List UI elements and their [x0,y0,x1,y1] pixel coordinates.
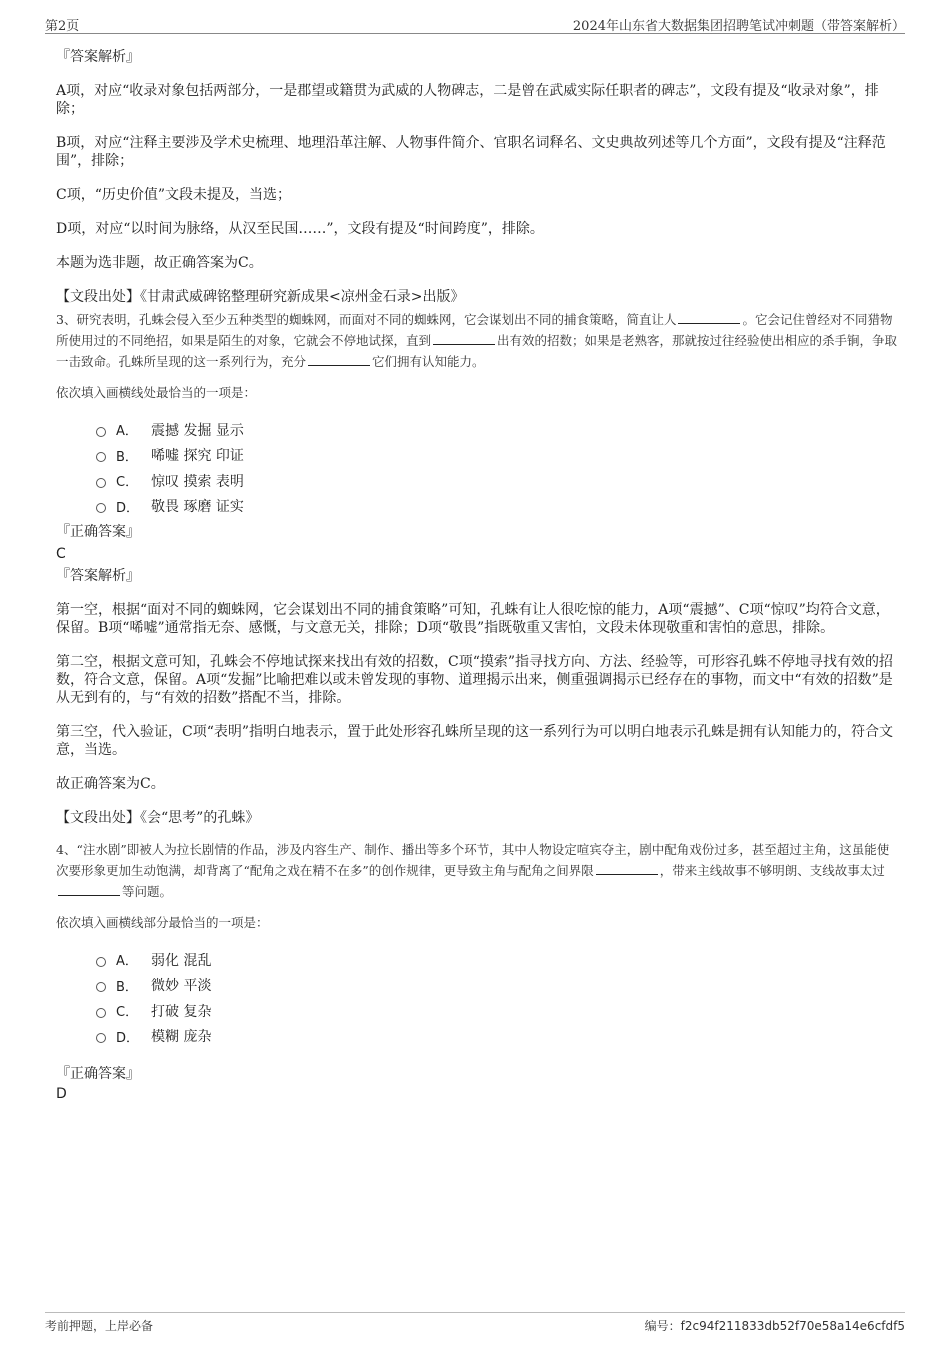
q3-blank-2 [433,332,495,345]
document-code: 编号：f2c94f211833db52f70e58a14e6cfdf5 [644,1319,905,1333]
q4-stem-text: 等问题。 [122,884,173,899]
q3-option-a[interactable] [96,417,898,443]
option-letter: A． [116,424,138,440]
q3-instruction: 依次填入画横线处最恰当的一项是： [56,385,257,400]
radio-icon[interactable] [96,1033,106,1043]
q3-answer: C [56,546,66,562]
q3-analysis-label: 『答案解析』 [56,568,140,584]
option-letter: C． [116,1005,139,1021]
option-letter: D． [116,500,140,516]
q4-stem-text: 4、“注水剧”即被人为拉长剧情的作品，涉及内容生产、制作、播出等多个环节，其中人物设定喧宾夺主，剧中配角戏份过多，甚至超过主角，这虽能使次要形象更加生动饱满，却背离了“配角之戏在精不在多”的创作规律，更导致主角与配角之间界限 [56,842,890,878]
option-text: 敬畏 琢磨 证实 [151,499,244,516]
radio-icon[interactable] [96,452,106,462]
q4-blank-1 [596,862,658,875]
option-text: 唏嘘 探究 印证 [151,448,244,465]
option-letter: B． [116,449,138,465]
option-text: 打破 复杂 [151,1003,212,1020]
q2-analysis-paragraph: A项，对应“收录对象包括两部分，一是郡望或籍贯为武威的人物碑志，二是曾在武威实际任职者的碑志”，文段有提及“收录对象”，排除； [56,83,879,117]
option-letter: C． [116,475,139,491]
q4-option-a[interactable] [96,947,898,973]
option-letter: B． [116,979,138,995]
q2-source: 【文段出处】《甘肃武威碑铭整理研究新成果<凉州金石录>出版》 [56,289,465,305]
q4-stem [56,839,898,902]
option-text: 弱化 混乱 [151,952,212,969]
radio-icon[interactable] [96,427,106,437]
radio-icon[interactable] [96,503,106,513]
q3-option-d[interactable] [96,494,898,520]
page-footer [45,1312,905,1333]
option-text: 惊叹 摸索 表明 [151,473,244,490]
q3-blank-3 [308,353,370,366]
q2-analysis-paragraph: B项，对应“注释主要涉及学术史梳理、地理沿革注解、人物事件简介、官职名词释名、文史典故列述等几个方面”，文段有提及“注释范围”，排除； [56,135,886,169]
page-number: 第2页 [45,19,80,34]
radio-icon[interactable] [96,982,106,992]
q3-analysis-paragraph: 第三空，代入验证，C项“表明”指明白地表示，置于此处形容孔蛛所呈现的这一系列行为可以明白地表示孔蛛是拥有认知能力的，符合文意，当选。 [56,724,894,758]
q4-option-c[interactable] [96,998,898,1024]
q3-analysis-paragraph: 第一空，根据“面对不同的蜘蛛网，它会谋划出不同的捕食策略”可知，孔蛛有让人很吃惊的能力，A项“震撼”、C项“惊叹”均符合文意，保留。B项“唏嘘”通常指无奈、感慨，与文意无关，排除；D项“敬畏”指既敬重又害怕，文段未体现敬重和害怕的意思，排除。 [56,602,890,636]
q4-option-b[interactable] [96,973,898,999]
q3-blank-1 [678,311,740,324]
q3-source: 【文段出处】《会“思考”的孔蛛》 [56,810,260,826]
q2-analysis-label: 『答案解析』 [56,49,140,65]
q3-stem-text: 。它会记住曾经对不同猎物所使用过的不同绝招，如果是陌生的对象，它就会不停地试探，直到 [56,312,893,348]
option-letter: D． [116,1030,140,1046]
q4-stem-text: ，带来主线故事不够明朗、支线故事太过 [659,863,885,878]
q4-blank-2 [58,883,120,896]
q4-answer-label: 『正确答案』 [56,1066,140,1082]
q4-options [96,947,898,1049]
q3-answer-label: 『正确答案』 [56,524,140,540]
radio-icon[interactable] [96,478,106,488]
option-text: 模糊 庞杂 [151,1029,212,1046]
q3-stem [56,309,898,372]
radio-icon[interactable] [96,957,106,967]
q3-analysis-paragraph: 故正确答案为C。 [56,776,165,792]
q3-stem-text: 3、研究表明，孔蛛会侵入至少五种类型的蜘蛛网，而面对不同的蜘蛛网，它会谋划出不同的捕食策略，简直让人 [56,312,677,327]
q3-stem-text: 它们拥有认知能力。 [372,354,485,369]
q3-option-c[interactable] [96,468,898,494]
q2-analysis-paragraph: C项，“历史价值”文段未提及，当选； [56,187,292,203]
option-text: 微妙 平淡 [151,978,212,995]
q2-analysis-paragraph: 本题为选非题，故正确答案为C。 [56,255,263,271]
q2-analysis-paragraph: D项，对应“以时间为脉络，从汉至民国……”，文段有提及“时间跨度”，排除。 [56,221,544,237]
q4-instruction: 依次填入画横线部分最恰当的一项是： [56,915,269,930]
option-text: 震撼 发掘 显示 [151,422,244,439]
option-letter: A． [116,954,138,970]
q4-answer: D [56,1086,67,1102]
q3-option-b[interactable] [96,443,898,469]
radio-icon[interactable] [96,1008,106,1018]
q4-option-d[interactable] [96,1024,898,1050]
page-header [45,13,905,34]
document-title: 2024年山东省大数据集团招聘笔试冲刺题（带答案解析） [572,19,905,34]
q3-options [96,417,898,519]
q3-stem-text: 出有效的招数；如果是老熟客，那就按过往经验使出相应的杀手锏，争取一击致命。孔蛛所呈现的这一系列行为，充分 [56,333,898,369]
footer-slogan: 考前押题，上岸必备 [45,1319,154,1333]
page-content [56,48,898,1103]
q3-analysis-paragraph: 第二空，根据文意可知，孔蛛会不停地试探来找出有效的招数，C项“摸索”指寻找方向、方法、经验等，可形容孔蛛不停地寻找有效的招数，符合文意，保留。A项“发掘”比喻把难以或未曾发现的事物、道理揭示出来，侧重强调揭示已经存在的事物，而文中“有效的招数”是从无到有的，与“有效的招数”搭配不当，排除。 [56,654,894,706]
